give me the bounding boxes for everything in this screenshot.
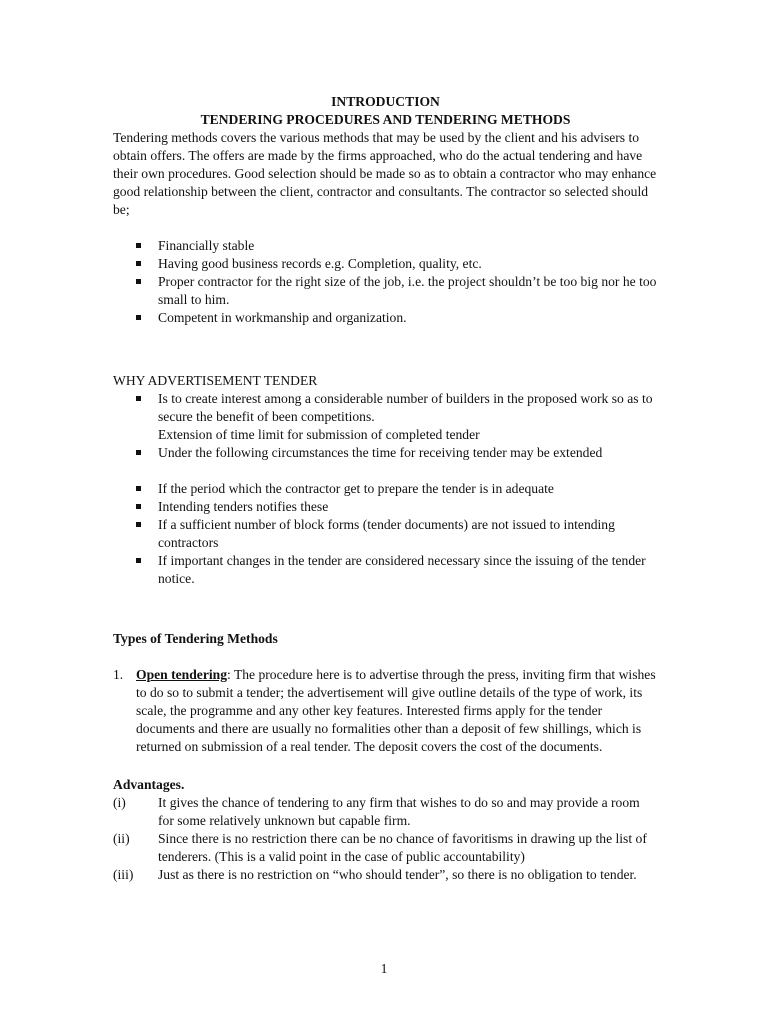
open-tendering-term: Open tendering — [136, 667, 228, 682]
document-body — [113, 93, 658, 884]
list-item: If a sufficient number of block forms (tender documents) are not issued to intending contractors — [113, 516, 658, 552]
list-item: If important changes in the tender are considered necessary since the issuing of the tender notice. — [113, 552, 658, 588]
page-number: 1 — [380, 961, 388, 976]
document-title: INTRODUCTION — [331, 94, 440, 109]
bullet-icon — [136, 396, 141, 401]
bullet-icon — [136, 486, 141, 491]
bullet-icon — [136, 261, 141, 266]
list-item: Financially stable — [113, 237, 658, 255]
advertisement-list-cont — [113, 444, 658, 462]
roman-numeral: (i) — [113, 795, 126, 810]
roman-numeral: (iii) — [113, 867, 134, 882]
bullet-icon — [136, 279, 141, 284]
roman-numeral: (ii) — [113, 831, 130, 846]
types-heading: Types of Tendering Methods — [113, 631, 278, 646]
item-number: 1. — [113, 667, 124, 682]
contractor-criteria-list — [113, 237, 658, 327]
list-item: Competent in workmanship and organization. — [113, 309, 658, 327]
advertisement-continuation: Extension of time limit for submission of completed tender — [158, 427, 480, 442]
advantage-item — [113, 794, 658, 830]
list-item: If the period which the contractor get to prepare the tender is in adequate — [113, 480, 658, 498]
list-item: Intending tenders notifies these — [113, 498, 658, 516]
bullet-icon — [136, 243, 141, 248]
bullet-icon — [136, 315, 141, 320]
advantage-text: Just as there is no restriction on “who should tender”, so there is no obligation to tender. — [158, 867, 637, 882]
bullet-icon — [136, 522, 141, 527]
advantage-item — [113, 866, 658, 884]
advantages-heading: Advantages. — [113, 777, 185, 792]
intro-paragraph: Tendering methods covers the various methods that may be used by the client and his advisers to obtain offers. The offers are made by the firms approached, who do the actual tendering and have their own procedures. Good selection should be made so as to obtain a contractor who may enhance good relationship between the client, contractor and consultants. The contractor so selected should be; — [113, 130, 657, 217]
advantage-item — [113, 830, 658, 866]
list-item: Proper contractor for the right size of the job, i.e. the project shouldn’t be too big nor he too small to him. — [113, 273, 658, 309]
advertisement-heading: WHY ADVERTISEMENT TENDER — [113, 373, 318, 388]
advantage-text: It gives the chance of tendering to any firm that wishes to do so and may provide a room for some relatively unknown but capable firm. — [158, 795, 640, 828]
open-tendering-text: : The procedure here is to advertise through the press, inviting firm that wishes to do so to submit a tender; the advertisement will give outline details of the type of work, its scale, the programme and any other key features. Interested firms apply for the tender documents and there are usually no formalities other than a deposit of few shillings, which is returned on submission of a real tender. The deposit covers the cost of the documents. — [136, 667, 656, 754]
bullet-icon — [136, 558, 141, 563]
document-subtitle: TENDERING PROCEDURES AND TENDERING METHODS — [200, 112, 571, 127]
bullet-icon — [136, 504, 141, 509]
list-item: Is to create interest among a considerable number of builders in the proposed work so as to secure the benefit of been competitions. — [113, 390, 658, 426]
open-tendering-item — [113, 666, 658, 756]
bullet-icon — [136, 450, 141, 455]
extension-circumstances-list — [113, 480, 658, 588]
advertisement-list — [113, 390, 658, 426]
list-item: Having good business records e.g. Completion, quality, etc. — [113, 255, 658, 273]
list-item: Under the following circumstances the time for receiving tender may be extended — [113, 444, 658, 462]
advantage-text: Since there is no restriction there can be no chance of favoritisms in drawing up the list of tenderers. (This is a valid point in the case of public accountability) — [158, 831, 647, 864]
